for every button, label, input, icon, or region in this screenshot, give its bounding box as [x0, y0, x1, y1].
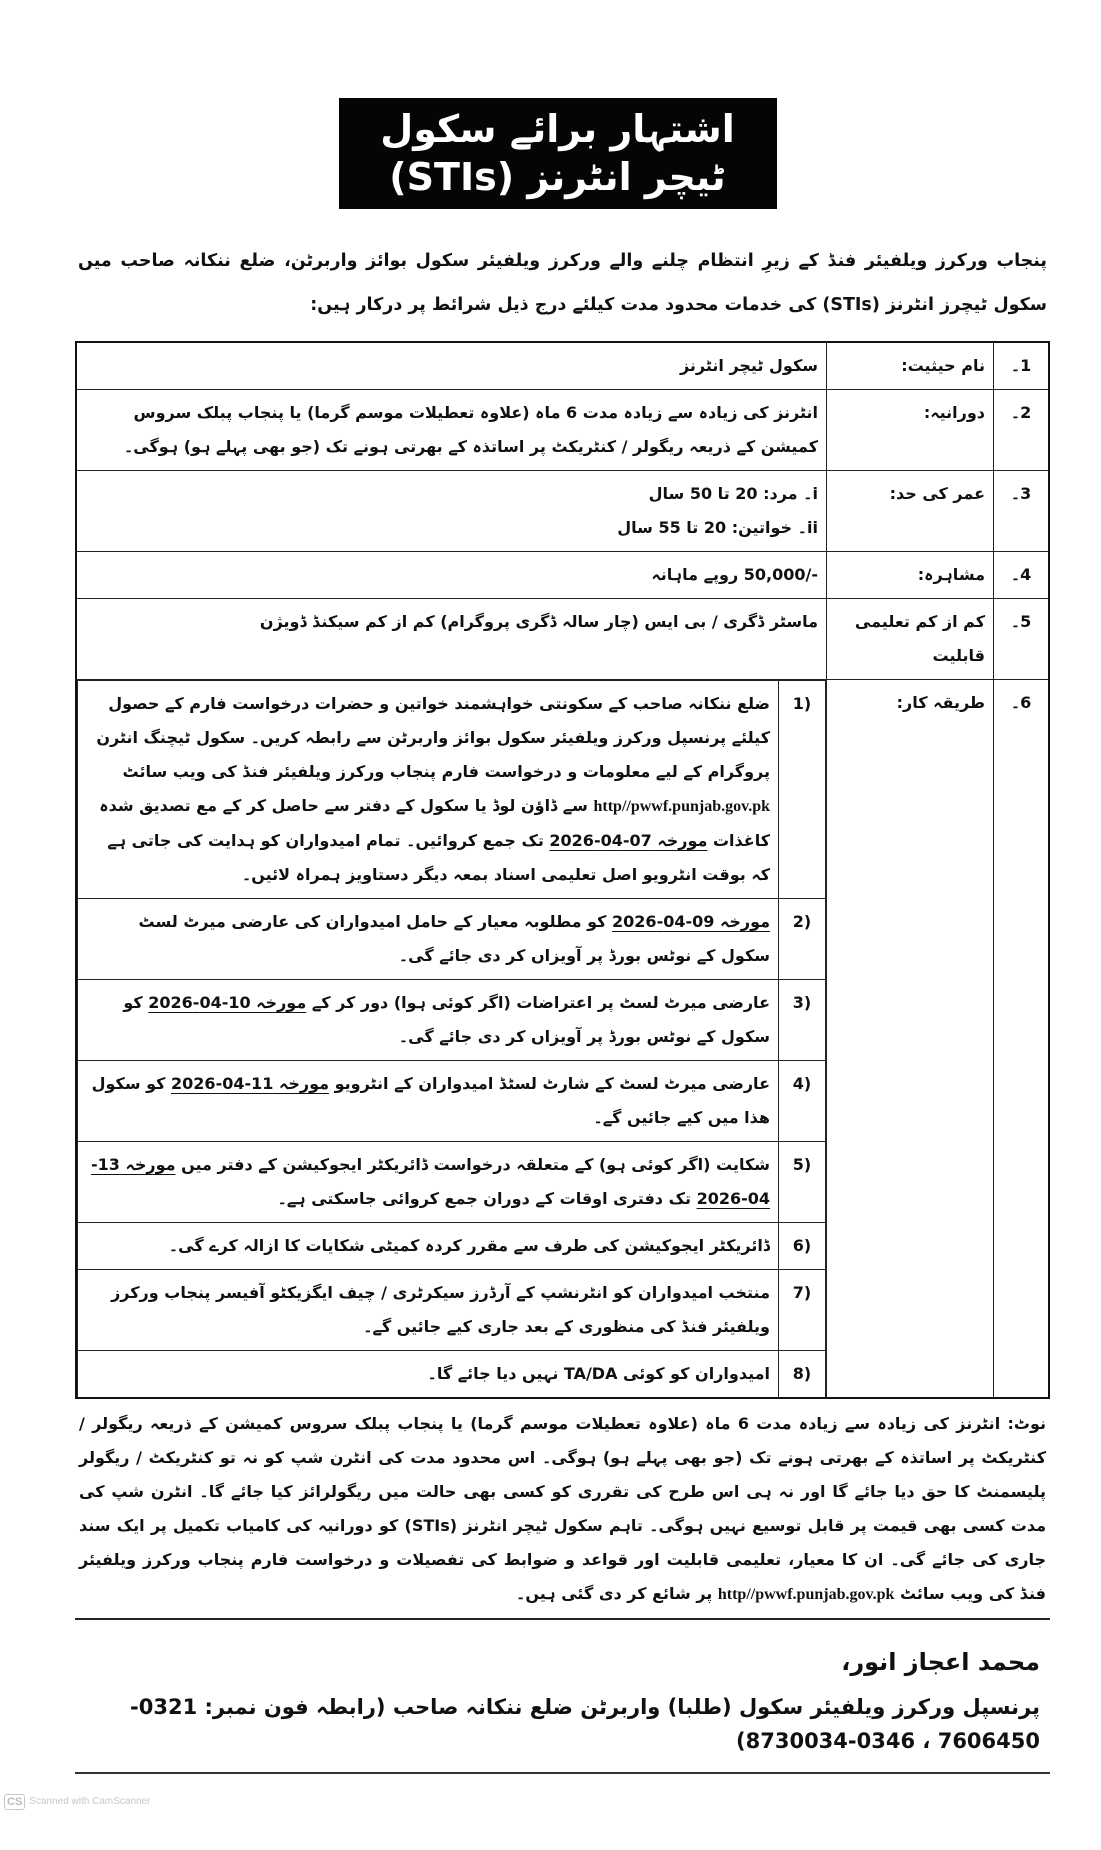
- step-text: ضلع ننکانہ صاحب کے سکونتی خواہشمند خواتین و حضرات درخواست فارم کے حصول کیلئے پرنسپل ورکرز ویلفیئر سکول بوائز واربرٹن سے رابطہ کریں۔ سکول ٹیچنگ انٹرن پروگرام کے لیے معلومات و درخواست فارم پنجاب ورکرز ویلفیئر فنڈ کی ویب سائٹ http//pwwf.punjab.gov.pk سے ڈاؤن لوڈ یا سکول کے دفتر سے حاصل کر کے مع تصدیق شدہ کاغذات مورخہ 07-04-2026 تک جمع کروائیں۔ تمام امیدواران کو ہدایت کی جاتی ہے کہ بوقت انٹرویو اصل تعلیمی اسناد بمعہ دیگر دستاویز ہمراہ لائیں۔: [78, 681, 779, 899]
- term-value: ماسٹر ڈگری / بی ایس (چار سالہ ڈگری پروگرام) کم از کم سیکنڈ ڈویژن: [76, 599, 827, 680]
- procedure-step: [78, 899, 826, 980]
- term-row: [76, 390, 1049, 471]
- step-number: (1: [779, 681, 826, 899]
- term-row: [76, 599, 1049, 680]
- step-text: عارضی میرٹ لسٹ پر اعتراضات (اگر کوئی ہوا) دور کر کے مورخہ 10-04-2026 کو سکول کے نوٹس بورڈ پر آویزاں کر دی جائے گی۔: [78, 980, 779, 1061]
- procedure-step: [78, 1061, 826, 1142]
- procedure-step: [78, 1351, 826, 1398]
- title-text: اشتہار برائے سکول ٹیچر انٹرنز (STIs): [380, 107, 735, 199]
- term-row: [76, 552, 1049, 599]
- procedure-cell: [76, 680, 827, 1399]
- deadline-date: مورخہ 07-04-2026: [549, 831, 708, 850]
- page-spacer: [75, 1774, 1050, 1794]
- terms-table: [75, 341, 1050, 1399]
- term-value: سکول ٹیچر انٹرنز: [76, 342, 827, 390]
- term-label: مشاہرہ:: [827, 552, 994, 599]
- step-date: مورخہ 11-04-2026: [171, 1074, 329, 1093]
- step-text: مورخہ 09-04-2026 کو مطلوبہ معیار کے حامل امیدواران کی عارضی میرٹ لسٹ سکول کے نوٹس بورڈ پر آویزاں کر دی جائے گی۔: [78, 899, 779, 980]
- step-number: (2: [779, 899, 826, 980]
- step-number: (4: [779, 1061, 826, 1142]
- term-row: [76, 342, 1049, 390]
- term-value: -/50,000 روپے ماہانہ: [76, 552, 827, 599]
- step-text: ڈائریکٹر ایجوکیشن کی طرف سے مقرر کردہ کمیٹی شکایات کا ازالہ کرے گی۔: [78, 1223, 779, 1270]
- term-value: [76, 471, 827, 552]
- advertisement-title: [339, 98, 777, 209]
- procedure-step: [78, 980, 826, 1061]
- signatory-designation: پرنسپل ورکرز ویلفیئر سکول (طلبا) واربرٹن ضلع ننکانہ صاحب (رابطہ فون نمبر: 0321-7606450 ، 0346-8730034): [130, 1695, 1040, 1753]
- watermark-text: Scanned with CamScanner: [29, 1796, 151, 1807]
- step-text: عارضی میرٹ لسٹ کے شارٹ لسٹڈ امیدواران کے انٹرویو مورخہ 11-04-2026 کو سکول ھذا میں کیے جائیں گے۔: [78, 1061, 779, 1142]
- term-label: نام حیثیت:: [827, 342, 994, 390]
- term-number: 6۔: [994, 680, 1050, 1399]
- step-number: (5: [779, 1142, 826, 1223]
- term-number: 3۔: [994, 471, 1050, 552]
- step-number: (6: [779, 1223, 826, 1270]
- step-date: مورخہ 10-04-2026: [148, 993, 307, 1012]
- step-number: (7: [779, 1270, 826, 1351]
- step-date: مورخہ 09-04-2026: [612, 912, 770, 931]
- term-number: 4۔: [994, 552, 1050, 599]
- step-text: منتخب امیدواران کو انٹرنشپ کے آرڈرز سیکرٹری / چیف ایگزیکٹو آفیسر پنجاب ورکرز ویلفیئر فنڈ کی منظوری کے بعد جاری کیے جائیں گے۔: [78, 1270, 779, 1351]
- age-limit-female: ii۔ خواتین: 20 تا 55 سال: [617, 518, 818, 537]
- term-number: 2۔: [994, 390, 1050, 471]
- step-text: شکایت (اگر کوئی ہو) کے متعلقہ درخواست ڈائریکٹر ایجوکیشن کے دفتر میں مورخہ 13-04-2026 تک دفتری اوقات کے دوران جمع کروائی جاسکتی ہے۔: [78, 1142, 779, 1223]
- procedure-step: [78, 1142, 826, 1223]
- procedure-step: [78, 1270, 826, 1351]
- procedure-steps: [77, 680, 826, 1397]
- term-label: عمر کی حد:: [827, 471, 994, 552]
- age-limit-male: i۔ مرد: 20 تا 50 سال: [648, 484, 818, 503]
- website-link[interactable]: http//pwwf.punjab.gov.pk: [717, 1586, 895, 1603]
- step-number: (3: [779, 980, 826, 1061]
- term-row: [76, 680, 1049, 1399]
- camscanner-logo-icon: CS: [4, 1794, 25, 1810]
- procedure-step: [78, 1223, 826, 1270]
- step-date: مورخہ 13-04-2026: [90, 1155, 770, 1208]
- note-paragraph: نوٹ: انٹرنز کی زیادہ سے زیادہ مدت 6 ماہ (علاوہ تعطیلات موسم گرما) یا پنجاب پبلک سروس کمیشن کے ذریعہ ریگولر / کنٹریکٹ پر اساتذہ کے بھرتی ہونے تک (جو بھی پہلے ہو) ہوگی۔ اس محدود مدت کی انٹرن شپ کو نہ تو کنٹریکٹ / ریگولر پلیسمنٹ کا حق دیا جائے گا اور نہ ہی اس طرح کی تقرری کو کسی بھی حالت میں ریگولرائز کیا جائے گا۔ انٹرن شپ کی مدت کسی بھی قیمت پر قابل توسیع نہیں ہوگی۔ تاہم سکول ٹیچر انٹرنز (STIs) کو دورانیہ کی کامیاب تکمیل پر ایک سند جاری کی جائے گی۔ ان کا معیار، تعلیمی قابلیت اور قواعد و ضوابط کی تفصیلات و درخواست فارم پنجاب ورکرز ویلفیئر فنڈ کی ویب سائٹ http//pwwf.punjab.gov.pk پر شائع کر دی گئی ہیں۔: [75, 1399, 1050, 1620]
- term-number: 1۔: [994, 342, 1050, 390]
- term-label: دورانیہ:: [827, 390, 994, 471]
- signatory-name: محمد اعجاز انور،: [841, 1648, 1040, 1676]
- term-label: طریقہ کار:: [827, 680, 994, 1399]
- scanner-watermark: [4, 1794, 1050, 1810]
- website-link[interactable]: http//pwwf.punjab.gov.pk: [593, 798, 770, 815]
- term-value: انٹرنز کی زیادہ سے زیادہ مدت 6 ماہ (علاوہ تعطیلات موسم گرما) یا پنجاب پبلک سروس کمیشن کے ذریعہ ریگولر / کنٹریکٹ پر اساتذہ کے بھرتی ہونے تک (جو بھی پہلے ہو) ہوگی۔: [76, 390, 827, 471]
- step-text: امیدواران کو کوئی TA/DA نہیں دیا جائے گا۔: [78, 1351, 779, 1398]
- term-number: 5۔: [994, 599, 1050, 680]
- term-row: [76, 471, 1049, 552]
- intro-paragraph: پنجاب ورکرز ویلفیئر فنڈ کے زیرِ انتظام چلنے والے ورکرز ویلفیئر سکول بوائز واربرٹن، ضلع ننکانہ صاحب میں سکول ٹیچرز انٹرنز (STIs) کی خدمات محدود مدت کیلئے درج ذیل شرائط پر درکار ہیں:: [78, 251, 1047, 315]
- procedure-step: [78, 681, 826, 899]
- term-label: کم از کم تعلیمی قابلیت: [827, 599, 994, 680]
- step-number: (8: [779, 1351, 826, 1398]
